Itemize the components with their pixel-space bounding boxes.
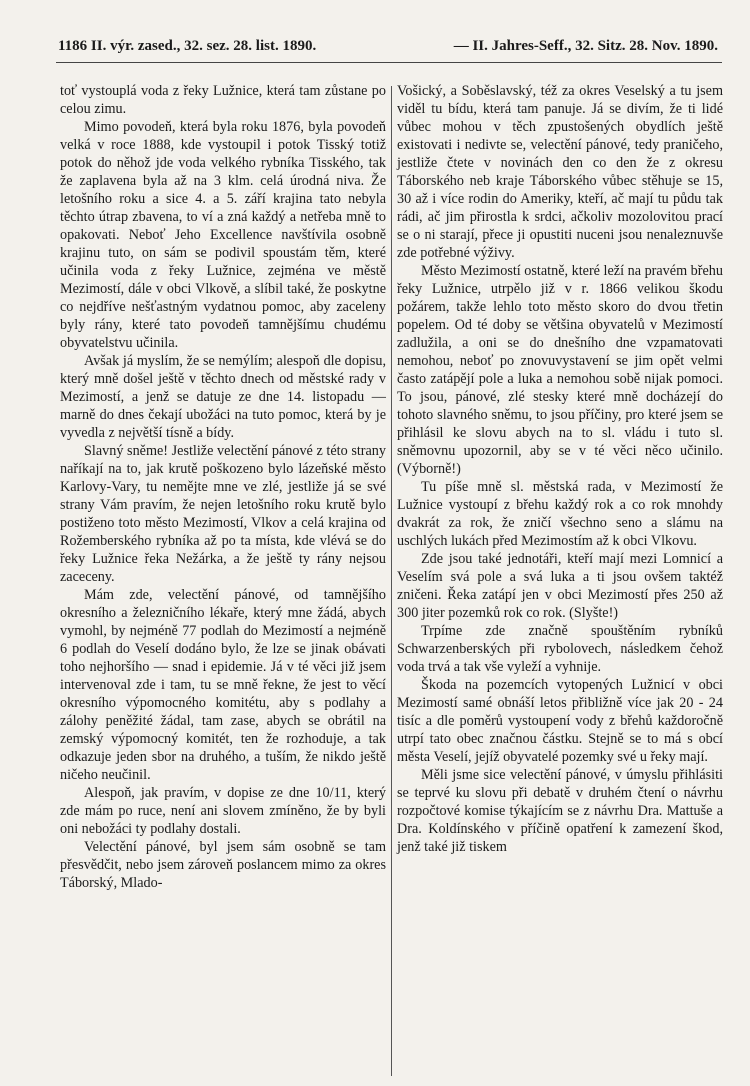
header-left: 1186 II. výr. zased., 32. sez. 28. list. 1890. (58, 38, 317, 54)
paragraph: Trpíme zde značně spouštěním rybníků Schwarzenberských při rybolovech, následkem čehož voda trvá a tak vše vyleží a vyhnije. (397, 623, 723, 675)
paragraph: Avšak já myslím, že se nemýlím; alespoň dle dopisu, který mně došel ještě v těchto dnech od městské rady v Mezimostí, a jenž se datuje ze dne 14. listopadu — marně do dnes čekají ubožáci na tuto pomoc, která by je vyvedla z největší tísně a bídy. (60, 353, 386, 441)
paragraph: Tu píše mně sl. městská rada, v Mezimostí že Lužnice vystoupí z břehu každý rok a co rok mnohdy dvakrát za rok, že zničí všechno seno a slámu na uschlých lukách před Mezimostím až k obci Vlkovu. (397, 479, 723, 549)
paragraph: Zde jsou také jednotáři, kteří mají mezi Lomnicí a Veselím svá pole a svá luka a ti jsou ovšem taktéž zničeni. Řeka zatápí jen v obci Mezimostí přes 250 až 300 jiter pozemků rok co rok. (Slyšte!) (397, 551, 723, 621)
header-rule (56, 62, 722, 63)
header-right: — II. Jahres-Seff., 32. Sitz. 28. Nov. 1890. (453, 38, 718, 54)
paragraph: Vošický, a Soběslavský, též za okres Veselský a tu jsem viděl tu bídu, která tam panuje. Já se divím, že ti lidé vůbec mohou v těch zpustošených obydlích ještě existovati i nedivte se, velectění pánové, tedy praničeho, jestliže čtete v novinách den co den že z okresu Táborského neb kraje Táborského vůbec stěhuje se 15, 30 až i více rodin do Ameriky, kteří, ač mají tu půdu tak rádi, ač jim přirostla k srdci, ačkoliv mozolovitou prací se o ni starají, přece ji opustiti nuceni jsou nenaleznuvše zde potřebné výživy. (397, 83, 723, 261)
left-column (60, 82, 386, 892)
paragraph: Mimo povodeň, která byla roku 1876, byla povodeň velká v roce 1888, kde vystoupil i potok Tisský totiž potok do něhož jde voda velkého rybníka Tisského, tak že zaplavena byla až na 3 klm. celá úrodná niva. Že letošního roku a sice 4. a 5. září krajina tato nebyla těchto útrap zbavena, to ví a zná každý a netřeba mně to opakovati. Neboť Jeho Excellence navštívila osobně krajinu tuto, on sám se podivil spoustám těm, které učinila voda z řeky Lužnice, zejména ve městě Mezimostí, dále v obci Vlkově, a slíbil také, že poskytne co nejdříve nešťastným vydatnou pomoc, aby zaceleny byly rány, které tato povodeň tamnějšímu chudému obyvatelstvu učinila. (60, 119, 386, 351)
paragraph: Škoda na pozemcích vytopených Lužnicí v obci Mezimostí samé obnáší letos přibližně více jak 20 - 24 tisíc a dle poměrů vystoupení vody z břehů každoročně utrpí tato obec značnou částku. Stejně se to má s obcí města Veselí, jejíž obyvatelé pozemky své u řeky mají. (397, 677, 723, 765)
paragraph: Měli jsme sice velectění pánové, v úmyslu přihlásiti se teprvé ku slovu při debatě v druhém čtení o návrhu rozpočtové komise týkajícím se z návrhu Dra. Mattuše a Dra. Koldínského v příčině opatření k zamezení škod, jenž také již tiskem (397, 767, 723, 855)
paragraph: Město Mezimostí ostatně, které leží na pravém břehu řeky Lužnice, utrpělo již v r. 1866 velikou škodu požárem, takže lehlo toto město skoro do dvou třetin popelem. Od té doby se většina obyvatelů v Mezimostí zadlužila, a oni se do dnešního dne vzpamatovati nemohou, neboť po znovuvystavení se jim opět velmi často zatápějí pole a luka a nemohou sobě nijak pomoci. To jsou, pánové, zlé stesky které mně docházejí do tohoto slavného sněmu, to jsou příčiny, pro které jsem se přihlásil ke slovu abych na to sl. vládu i tuto sl. sněmovnu upozornil, aby se v té věci něco učinilo. (Výborně!) (397, 263, 723, 477)
paragraph: Velectění pánové, byl jsem sám osobně se tam přesvědčit, nebo jsem zároveň poslancem mimo za okres Táborský, Mlado- (60, 839, 386, 891)
running-header (58, 38, 718, 55)
column-divider (391, 86, 392, 1076)
paragraph: Mám zde, velectění pánové, od tamnějšího okresního a železničního lékaře, který mne žádá, abych vymohl, by nejméně 77 podlah do Mezimostí a nejméně 6 podlah do Veselí dodáno bylo, že lze se jinak obávati toho nejhoršího — snad i epidemie. Já v té věci již jsem intervenoval zde i tam, tu se mně řekne, že jest to věcí okresního výpomocného komitétu, aby s podlahy a zálohy peněžité žádal, tam zase, abych se obrátil na zemský výpomocný komitét, ten že rozhoduje, a tak odkazuje jeden sbor na druhého, a tuším, že nikdo ještě ničeho neučinil. (60, 587, 386, 783)
paragraph: Alespoň, jak pravím, v dopise ze dne 10/11, který zde mám po ruce, není ani slovem zmíněno, že by byli oni nebožáci ty podlahy dostali. (60, 785, 386, 837)
paragraph: Slavný sněme! Jestliže velectění pánové z této strany naříkají na to, jak krutě poškozeno bylo lázeňské město Karlovy-Vary, tu nemějte mne ve zlé, jestliže já se své strany Vám pravím, že nejen letošního roku krutě bylo postiženo toto město Mezimostí, Vlkov a celá krajina od Rožemberského rybníka až po ta místa, kde vlévá se do řeky Lužnice řeka Nežárka, a že ještě ty rány nejsou zaceceny. (60, 443, 386, 585)
paragraph: toť vystouplá voda z řeky Lužnice, která tam zůstane po celou zimu. (60, 83, 386, 117)
right-column (397, 82, 723, 856)
